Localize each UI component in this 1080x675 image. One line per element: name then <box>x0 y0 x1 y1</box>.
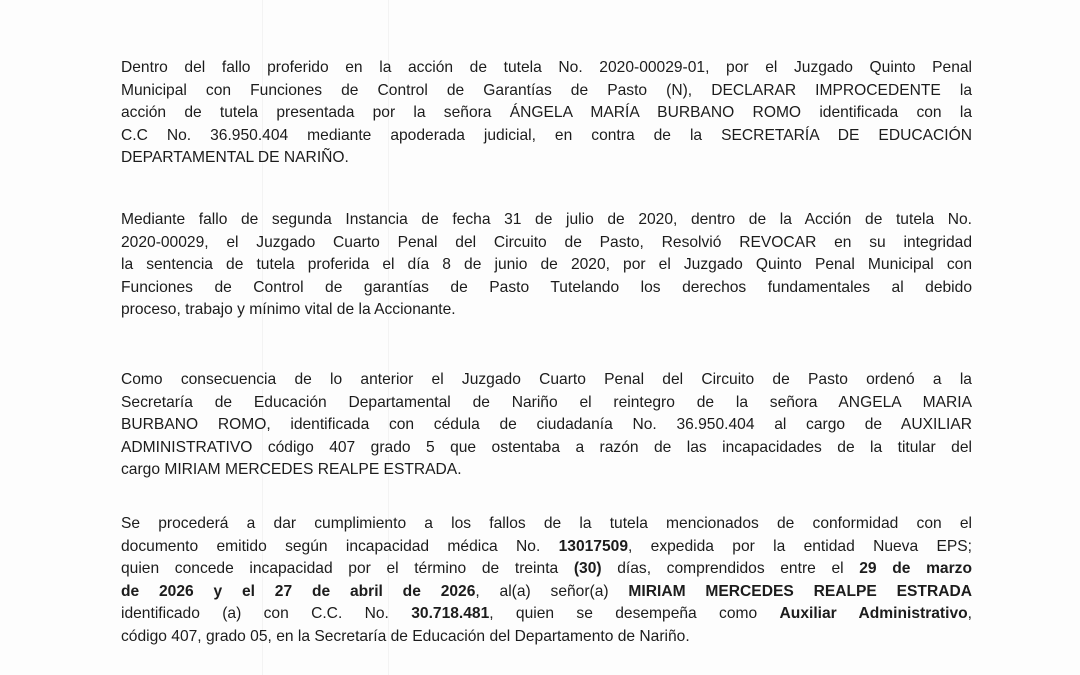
text-line: cargo MIRIAM MERCEDES REALPE ESTRADA. <box>121 461 462 479</box>
text-line: Como consecuencia de lo anterior el Juzgado Cuarto Penal del Circuito de Pasto ordenó a la <box>121 371 972 388</box>
text-line: 2020-00029, el Juzgado Cuarto Penal del Circuito de Pasto, Resolvió REVOCAR en su integridad <box>121 233 972 251</box>
text-segment: identificado (a) con C.C. No. <box>121 605 412 623</box>
text-segment: , <box>967 605 972 623</box>
text-line <box>121 581 972 604</box>
paragraph-tutela-improcedente <box>121 57 972 170</box>
text-line: ADMINISTRATIVO código 407 grado 5 que ostentaba a razón de las incapacidades de la titular del <box>121 438 972 456</box>
text-line: Municipal con Funciones de Control de Garantías de Pasto (N), DECLARAR IMPROCEDENTE la <box>121 81 972 99</box>
text-line: Dentro del fallo proferido en la acción de tutela No. 2020-00029-01, por el Juzgado Quinto Penal <box>121 59 972 76</box>
text-line <box>121 536 972 559</box>
days-count: (30) <box>573 560 602 578</box>
incapacidad-number: 13017509 <box>558 537 628 555</box>
paragraph-segunda-instancia <box>121 209 972 322</box>
text-line: DEPARTAMENTAL DE NARIÑO. <box>121 149 349 167</box>
job-title: Auxiliar Administrativo <box>779 605 968 623</box>
employee-name: MIRIAM MERCEDES REALPE ESTRADA <box>628 582 972 600</box>
text-segment: código 407, grado 05, en la Secretaría de Educación del Departamento de Nariño. <box>121 627 690 645</box>
text-line: la sentencia de tutela proferida el día 8 de junio de 2020, por el Juzgado Quinto Penal Municipal con <box>121 256 972 274</box>
text-line: acción de tutela presentada por la señora ÁNGELA MARÍA BURBANO ROMO identificada con la <box>121 104 972 122</box>
text-segment: Se procederá a dar cumplimiento a los fallos de la tutela mencionados de conformidad con el <box>121 515 972 532</box>
id-number: 30.718.481 <box>411 605 490 623</box>
text-segment: días, comprendidos entre el <box>601 560 860 578</box>
text-line <box>121 626 972 649</box>
text-line <box>121 513 972 536</box>
text-segment: , quien se desempeña como <box>489 605 780 623</box>
paragraph-cumplimiento <box>121 513 972 649</box>
text-segment: documento emitido según incapacidad médica No. <box>121 537 559 555</box>
text-segment: , al(a) señor(a) <box>475 582 629 600</box>
text-line: Mediante fallo de segunda Instancia de fecha 31 de julio de 2020, dentro de la Acción de tutela No. <box>121 211 972 228</box>
date-range: de 2026 y el 27 de abril de 2026 <box>121 582 476 600</box>
text-line <box>121 603 972 626</box>
text-line: BURBANO ROMO, identificada con cédula de ciudadanía No. 36.950.404 al cargo de AUXILIAR <box>121 416 972 434</box>
text-segment: quien concede incapacidad por el término de treinta <box>121 560 574 578</box>
text-line: Funciones de Control de garantías de Pasto Tutelando los derechos fundamentales al debido <box>121 278 972 296</box>
text-line: proceso, trabajo y mínimo vital de la Accionante. <box>121 301 456 319</box>
start-date: 29 de marzo <box>859 560 972 578</box>
text-line: C.C No. 36.950.404 mediante apoderada judicial, en contra de la SECRETARÍA DE EDUCACIÓN <box>121 126 972 144</box>
text-line <box>121 558 972 581</box>
text-line: Secretaría de Educación Departamental de Nariño el reintegro de la señora ANGELA MARIA <box>121 393 972 411</box>
paragraph-reintegro <box>121 369 972 482</box>
text-segment: , expedida por la entidad Nueva EPS; <box>628 537 972 555</box>
